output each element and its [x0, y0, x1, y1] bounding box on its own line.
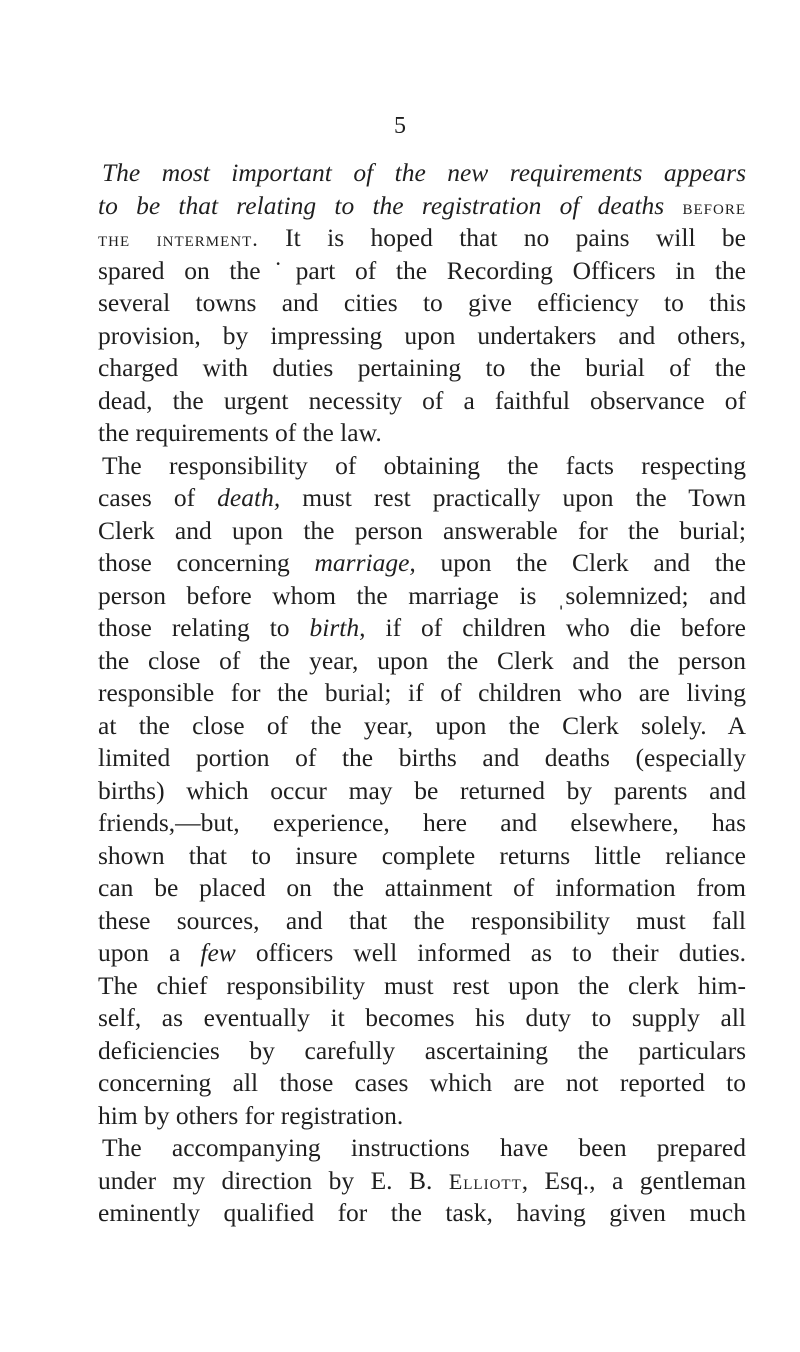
text-line: [98, 612, 746, 645]
text-line: [98, 775, 746, 808]
text-line: [98, 450, 746, 483]
text-segment: few: [200, 938, 236, 967]
text-segment: spared on the˙part of the Recording Officers in the: [98, 255, 746, 285]
text-line: [98, 1132, 746, 1165]
text-line: [98, 255, 746, 288]
text-line: [98, 677, 746, 710]
text-segment: limited portion of the births and deaths (especially: [98, 743, 746, 772]
text-segment: him by others for registration.: [98, 1100, 404, 1130]
text-segment: marriage,: [314, 548, 416, 577]
text-segment: eminently qualified for the task, having given much: [98, 1198, 746, 1227]
text-segment: The most important of the new requirements appears: [102, 158, 746, 187]
text-segment: Elliott: [448, 1168, 522, 1194]
text-segment: responsible for the burial; if of children who are living: [98, 678, 746, 707]
text-segment: friends,—but, experience, here and elsewhere, has: [98, 808, 746, 837]
text-segment: charged with duties pertaining to the burial of the: [98, 353, 746, 382]
text-line: [98, 840, 746, 873]
text-line: [98, 1197, 746, 1230]
text-segment: provision, by impressing upon undertakers and others,: [98, 320, 746, 350]
page-number: 5: [394, 113, 406, 139]
text-segment: must rest practically upon the Town: [280, 483, 746, 512]
text-line: [98, 417, 746, 450]
text-segment: the close of the year, upon the Clerk and the person: [98, 645, 746, 675]
text-segment: several towns and cities to give efficiency to this: [98, 288, 746, 317]
text-line: [98, 385, 746, 418]
text-line: [98, 1067, 746, 1100]
text-segment: those relating to: [98, 613, 310, 642]
text-segment: concerning all those cases which are not reported to: [98, 1068, 746, 1097]
text-line: [98, 547, 746, 580]
text-line: [98, 287, 746, 320]
text-segment: at the close of the year, upon the Clerk solely. A: [98, 710, 746, 740]
text-segment: birth,: [309, 613, 366, 642]
text-line: [98, 190, 746, 223]
text-segment: death,: [217, 483, 281, 512]
body-text: [98, 157, 746, 1230]
text-segment: The chief responsibility must rest upon the clerk him-: [98, 970, 746, 1000]
text-segment: can be placed on the attainment of information from: [98, 873, 746, 902]
text-segment: if of children who die before: [365, 613, 747, 642]
text-segment: self, as eventually it becomes his duty to supply all: [98, 1003, 746, 1032]
text-segment: person before whom the marriage is ˌsolemnized; and: [98, 580, 746, 610]
text-segment: Clerk and upon the person answerable for the burial;: [98, 515, 746, 545]
text-segment: upon a: [98, 938, 201, 967]
text-line: [98, 1002, 746, 1035]
text-line: [98, 515, 746, 548]
text-line: [98, 157, 746, 190]
text-segment: The responsibility of obtaining the facts respecting: [102, 450, 746, 480]
text-segment: those concerning: [98, 548, 315, 577]
text-line: [98, 580, 746, 613]
text-segment: the requirements of the law.: [98, 418, 382, 447]
text-segment: The accompanying instructions have been prepared: [102, 1133, 746, 1162]
text-segment: , Esq., a gentleman: [521, 1165, 746, 1195]
text-line: [98, 905, 746, 938]
text-line: [98, 970, 746, 1003]
text-segment: dead, the urgent necessity of a faithful observance of: [98, 385, 746, 415]
text-segment: deficiencies by carefully ascertaining the particulars: [98, 1035, 746, 1065]
text-segment: shown that to insure complete returns little reliance: [98, 840, 746, 870]
text-line: [98, 1035, 746, 1068]
text-line: [98, 710, 746, 743]
text-segment: the interment.: [98, 226, 259, 251]
text-line: [98, 482, 746, 515]
text-line: [98, 320, 746, 353]
text-line: [98, 352, 746, 385]
text-segment: upon the Clerk and the: [415, 548, 746, 577]
text-line: [98, 1100, 746, 1133]
text-segment: cases of: [98, 483, 218, 512]
text-segment: officers well informed as to their duties.: [235, 938, 746, 967]
text-segment: births) which occur may be returned by parents and: [98, 775, 746, 805]
text-segment: to be that relating to the registration of deaths: [98, 190, 683, 220]
text-line: [98, 222, 746, 255]
text-line: [98, 645, 746, 678]
text-line: [98, 937, 746, 970]
text-segment: before: [682, 193, 746, 219]
text-line: [98, 1165, 746, 1198]
text-line: [98, 807, 746, 840]
text-segment: under my direction by E. B.: [98, 1165, 449, 1195]
text-segment: It is hoped that no pains will be: [258, 223, 746, 252]
text-line: [98, 742, 746, 775]
text-line: [98, 872, 746, 905]
text-segment: these sources, and that the responsibility must fall: [98, 905, 746, 935]
